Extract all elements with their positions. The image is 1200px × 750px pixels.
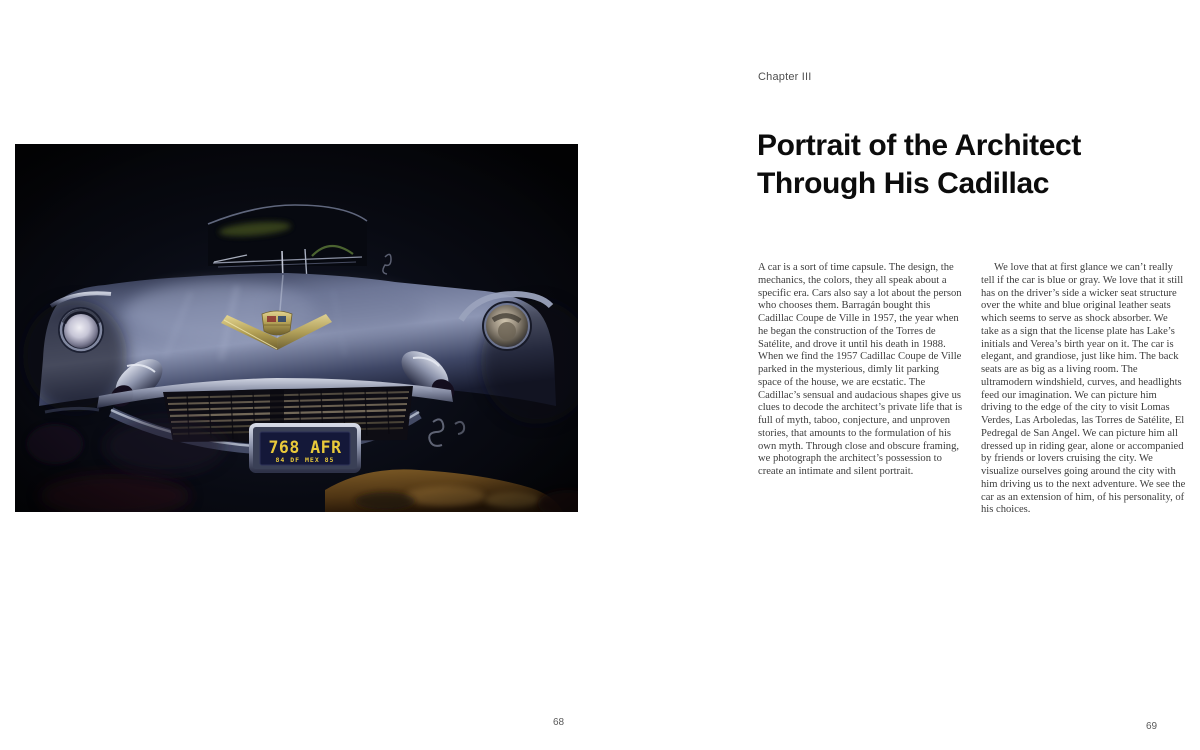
page-number-right: 69: [1146, 721, 1158, 732]
vignette-overlay: [15, 144, 578, 512]
page-title-line1: Portrait of the Architect: [757, 129, 1081, 162]
page-title-line2: Through His Cadillac: [757, 167, 1050, 200]
cadillac-photo-illustration: [15, 144, 578, 512]
chapter-label: Chapter III: [758, 71, 812, 83]
body-paragraph-1: A car is a sort of time capsule. The design, the mechanics, the colors, they all speak about a specific era. Cars also say a lot about the person who chooses them. Barragán bought this Cadillac Coupe de Ville in 1957, the year when he began the construction of the Torres de Satélite, and drove it until his death in 1988. When we find the 1957 Cadillac Coupe de Ville parked in the mysterious, dimly lit parking space of the house, we are ecstatic. The Cadillac’s sensual and audacious shapes give us clues to decode the architect’s private life that is full of myth, taboo, conjecture, and unproven stories, that amounts to the formulation of his own myth. Through close and obscure framing, we photograph the architect’s possession to create an intimate and silent portrait.: [758, 262, 963, 477]
body-text: [758, 262, 1187, 517]
page-title: [757, 127, 1187, 203]
body-column-2: [981, 262, 1187, 517]
page-number-left: 68: [553, 717, 565, 728]
cadillac-photo: [15, 144, 578, 512]
body-paragraph-2: We love that at first glance we can’t really tell if the car is blue or gray. We love that it still has on the driver’s side a wicker seat structure over the white and blue original leather seats which seems to serve as shock absorber. We take as a sign that the license plate has Lake’s initials and Verea’s birth year on it. The car is elegant, and grandiose, just like him. The back seats are as big as a living room. The ultramodern windshield, curves, and headlights feed our imagination. We can picture him driving to the edge of the city to visit Lomas Verdes, Las Arboledas, las Torres de Satélite, El Pedregal de San Angel. We can picture him all dressed up in riding gear, alone or accompanied by friends or lovers cruising the city. We visualize ourselves going around the city with him driving us to the next adventure. We see the car as an extension of him, of his personality, of his choices.: [981, 262, 1186, 516]
body-column-1: [758, 262, 964, 517]
